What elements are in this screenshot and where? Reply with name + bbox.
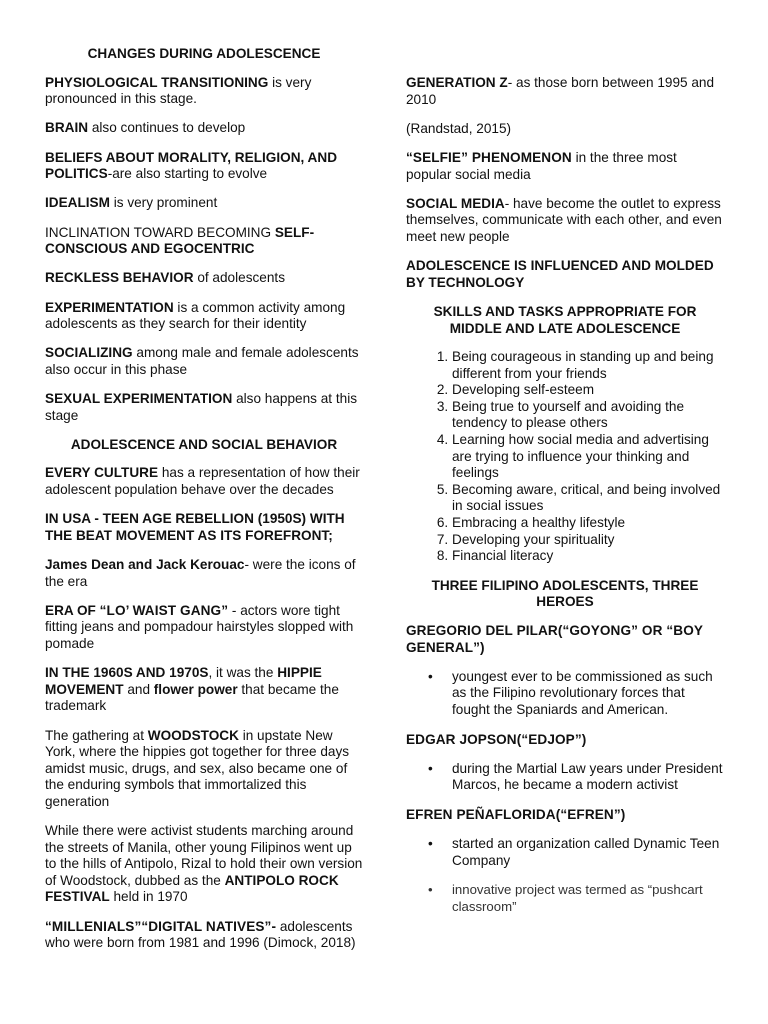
paragraph: James Dean and Jack Kerouac- were the icons of the era: [45, 557, 356, 589]
bullet-list: [406, 836, 724, 915]
paragraph: IN USA - TEEN AGE REBELLION (1950S) WITH THE BEAT MOVEMENT AS ITS FOREFRONT;: [45, 511, 345, 543]
list-item: 4. Learning how social media and advertising are trying to influence your thinking and feelings: [452, 432, 724, 482]
list-item: • during the Martial Law years under President Marcos, he became a modern activist: [428, 760, 723, 793]
paragraph: (Randstad, 2015): [406, 120, 512, 136]
paragraph: “MILLENIALS”“DIGITAL NATIVES”- adolescents who were born from 1981 and 1996 (Dimock, 2018): [45, 918, 356, 951]
bullet-list: [406, 761, 724, 794]
bullet-icon: •: [428, 836, 433, 852]
paragraph: The gathering at WOODSTOCK in upstate New York, where the hippies got together for three days amidst music, drugs, and sex, also became one of the enduring symbols that immortalized this generation: [45, 727, 350, 809]
paragraph: RECKLESS BEHAVIOR of adolescents: [45, 270, 285, 286]
paragraph: BELIEFS ABOUT MORALITY, RELIGION, AND POLITICS-are also starting to evolve: [45, 149, 338, 182]
bullet-list: [406, 669, 724, 719]
hero-name: GREGORIO DEL PILAR(“GOYONG” OR “BOY GENERAL”): [406, 623, 703, 655]
paragraph: IN THE 1960S AND 1970S, it was the HIPPIE MOVEMENT and flower power that became the trademark: [45, 665, 339, 714]
paragraph: SOCIAL MEDIA- have become the outlet to express themselves, communicate with each other, and even meet new people: [406, 195, 722, 244]
paragraph: GENERATION Z- as those born between 1995 and 2010: [406, 75, 715, 107]
paragraph: EVERY CULTURE has a representation of how their adolescent population behave over the decades: [45, 465, 360, 498]
paragraph: ADOLESCENCE IS INFLUENCED AND MOLDED BY TECHNOLOGY: [406, 258, 714, 290]
paragraph: “SELFIE” PHENOMENON in the three most popular social media: [406, 149, 677, 182]
list-item: 2. Developing self-esteem: [452, 382, 724, 399]
right-column: [406, 75, 724, 929]
bullet-icon: •: [428, 760, 433, 776]
list-item: 3. Being true to yourself and avoiding the tendency to please others: [452, 399, 724, 432]
list-item: 8. Financial literacy: [452, 548, 724, 565]
list-item: • innovative project was termed as “pushcart classroom”: [428, 882, 703, 914]
paragraph: SOCIALIZING among male and female adolescents also occur in this phase: [45, 345, 359, 377]
hero-name: EFREN PEÑAFLORIDA(“EFREN”): [406, 806, 626, 822]
list-item: 6. Embracing a healthy lifestyle: [452, 515, 724, 532]
list-item: 5. Becoming aware, critical, and being involved in social issues: [452, 482, 724, 515]
bullet-icon: •: [428, 882, 433, 898]
paragraph: PHYSIOLOGICAL TRANSITIONING is very pronounced in this stage.: [45, 74, 312, 107]
section-heading-heroes: THREE FILIPINO ADOLESCENTS, THREE HEROES: [431, 577, 699, 610]
paragraph: SEXUAL EXPERIMENTATION also happens at this stage: [45, 391, 358, 423]
section-heading-changes: CHANGES DURING ADOLESCENCE: [87, 46, 321, 61]
paragraph: INCLINATION TOWARD BECOMING SELF-CONSCIOUS AND EGOCENTRIC: [45, 224, 315, 257]
list-item: 7. Developing your spirituality: [452, 532, 724, 549]
paragraph: ERA OF “LO’ WAIST GANG” - actors wore tight fitting jeans and pompadour hairstyles slopped with pomade: [45, 602, 354, 651]
paragraph: EXPERIMENTATION is a common activity among adolescents as they search for their identity: [45, 299, 346, 332]
paragraph: IDEALISM is very prominent: [45, 195, 218, 211]
list-item: • started an organization called Dynamic Teen Company: [428, 836, 720, 868]
bullet-icon: •: [428, 668, 433, 684]
section-heading-social-behavior: ADOLESCENCE AND SOCIAL BEHAVIOR: [70, 436, 338, 452]
hero-name: EDGAR JOPSON(“EDJOP”): [406, 731, 587, 747]
list-item: 1. Being courageous in standing up and being different from your friends: [452, 349, 724, 382]
list-item: • youngest ever to be commissioned as such as the Filipino revolutionary forces that fought the Spaniards and American.: [428, 668, 713, 717]
left-column: [45, 46, 363, 964]
section-heading-skills: SKILLS AND TASKS APPROPRIATE FOR MIDDLE AND LATE ADOLESCENCE: [433, 303, 697, 336]
paragraph: While there were activist students marching around the streets of Manila, other young Filipinos went up to the hills of Antipolo, Rizal to hold their own version of Woodstock, dubbed as the ANTIPOLO ROCK FESTIVAL held in 1970: [45, 823, 363, 905]
paragraph: BRAIN also continues to develop: [45, 120, 246, 136]
skills-list: [406, 349, 724, 565]
